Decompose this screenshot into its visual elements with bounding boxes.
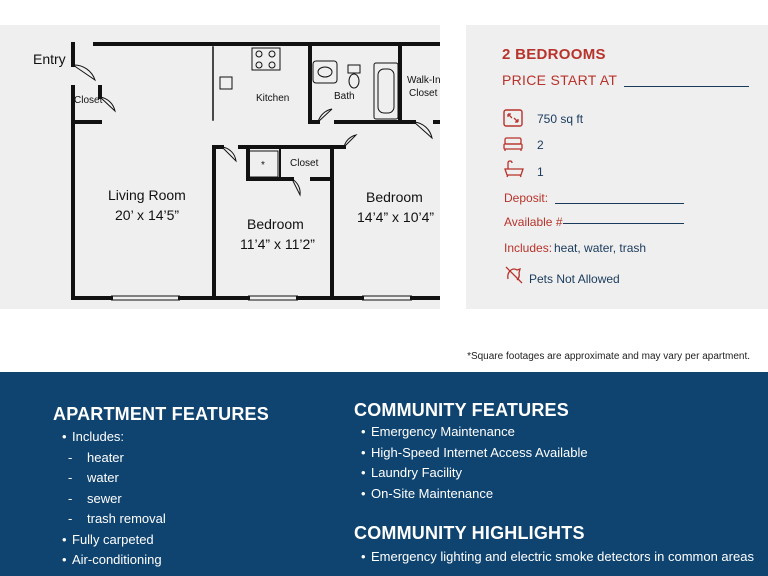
deposit-label: Deposit: [504,191,549,205]
deposit-blank-line [555,203,684,204]
floorplan-bedroom2-size: 14’4” x 10’4” [357,209,435,225]
bed-icon [503,136,523,152]
apartment-features-list [62,429,166,573]
features-panel [0,372,768,576]
price-blank-line [624,86,749,87]
floorplan-walkin-label-1: Walk-In [407,75,441,86]
available-label: Available # [504,215,563,229]
floorplan-bedroom2-label: Bedroom [366,189,423,205]
bathrooms-value: 1 [537,165,544,179]
list-item: • High-Speed Internet Access Available [361,444,588,460]
list-item: - sewer [68,490,122,506]
floorplan-entry-label: Entry [33,51,66,67]
includes-label: Includes: [504,241,553,255]
list-item: • Emergency lighting and electric smoke detectors in common areas [361,549,754,564]
list-item: - heater [68,449,124,465]
floorplan-bedroom1-label: Bedroom [247,216,304,232]
list-item: - trash removal [68,511,166,526]
community-features-heading: COMMUNITY FEATURES [354,400,569,420]
disclaimer: *Square footages are approximate and may vary per apartment. [467,351,750,362]
floorplan-living-room-label: Living Room [108,187,186,203]
apartment-features-heading: APARTMENT FEATURES [53,404,269,424]
available-blank-line [563,223,684,224]
floorplan-kitchen-label: Kitchen [256,93,290,104]
list-item: • Laundry Facility [361,465,463,480]
list-item: • Includes: [62,429,125,444]
list-item: • Fully carpeted [62,531,154,547]
list-item: • On-Site Maintenance [361,485,494,501]
list-item: • Air-conditioning [62,552,162,567]
floorplan-bedroom1-size: 11’4” x 11’2” [240,236,315,252]
includes-value: heat, water, trash [554,241,647,255]
floorplan-drawing [0,25,440,309]
bedrooms-value: 2 [537,138,544,152]
floorplan-living-room-size: 20’ x 14’5” [115,207,180,223]
svg-text:*: * [261,160,265,171]
community-highlights-heading: COMMUNITY HIGHLIGHTS [354,523,585,543]
sqft-value: 750 sq ft [537,112,584,126]
community-highlights-list [361,549,754,570]
no-pets-icon [504,265,524,285]
price-label: PRICE START AT [502,72,618,88]
floorplan-bath-label: Bath [334,91,355,102]
list-item: - water [68,470,119,485]
floorplan-closet-mid-label: Closet [290,158,319,169]
pets-policy: Pets Not Allowed [529,272,620,286]
list-item: • Emergency Maintenance [361,424,515,439]
unit-title: 2 BEDROOMS [502,46,606,63]
floorplan-walkin-label-2: Closet [409,88,438,99]
community-features-list [361,424,588,506]
expand-arrows-icon [503,109,523,127]
bathtub-icon [503,160,525,178]
floorplan-closet-entry-label: Closet [74,95,103,106]
